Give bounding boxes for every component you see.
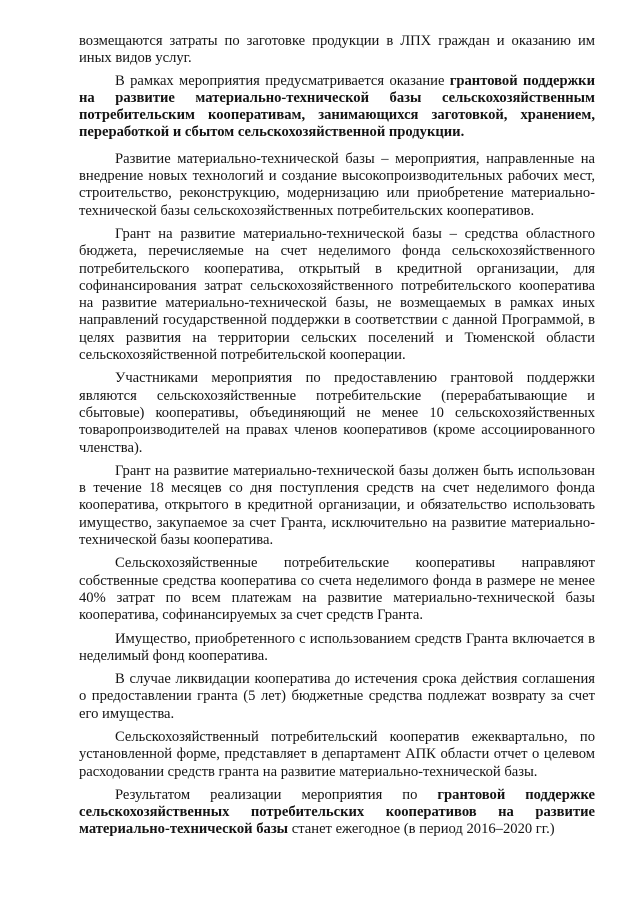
paragraph-10 bbox=[79, 787, 595, 839]
paragraph-text: Результатом реализации мероприятия по bbox=[115, 786, 438, 803]
paragraph-bold-text: грантовой поддержки на развитие материально-технической базы сельскохозяйственным потребительским кооперативам, занимающихся заготовкой, хранением, переработкой и сбытом сельскохозяйственной продукции. bbox=[79, 72, 595, 141]
paragraph-8 bbox=[79, 671, 595, 723]
paragraph-text: Грант на развитие материально-технической базы – средства областного бюджета, перечисляемые на счет неделимого фонда сельскохозяйственного потребительского кооператива, открытый в кредитной организации, для софинансирования затрат сельскохозяйственного потребительского кооператива на развитие материально-технической базы, не возмещаемых в рамках иных направлений государственной поддержки в соответствии с данной Программой, в целях развития на территории сельских поселений и Тюменской области сельскохозяйственной потребительской кооперации. bbox=[79, 225, 595, 364]
paragraph-text: Сельскохозяйственные потребительские кооперативы направляют собственные средства кооператива со счета неделимого фонда в размере не менее 40% затрат по всем платежам на развитие материально-технической базы кооператива, софинансируемых за счет средств Гранта. bbox=[79, 555, 595, 624]
paragraph-2 bbox=[79, 151, 595, 220]
paragraph-7 bbox=[79, 631, 595, 666]
paragraph-text: возмещаются затраты по заготовке продукции в ЛПХ граждан и оказанию им иных видов услуг. bbox=[79, 33, 595, 67]
paragraph-4 bbox=[79, 370, 595, 456]
paragraph-text: Имущество, приобретенного с использованием средств Гранта включается в неделимый фонд кооператива. bbox=[79, 630, 595, 664]
paragraph-5 bbox=[79, 463, 595, 549]
paragraph-text: Грант на развитие материально-технической базы должен быть использован в течение 18 месяцев со дня поступления средств на счет неделимого фонда кооператива, открытого в кредитной организации, и обязательство использовать имущество, закупаемое за счет Гранта, исключительно на развитие материально-технической базы кооператива. bbox=[79, 462, 595, 549]
paragraph-text: Развитие материально-технической базы – мероприятия, направленные на внедрение новых технологий и создание высокопроизводительных рабочих мест, строительство, реконструкцию, модернизацию или приобретение материально-технической базы сельскохозяйственных потребительских кооперативов. bbox=[79, 150, 595, 219]
paragraph-0 bbox=[79, 33, 595, 68]
paragraph-6 bbox=[79, 555, 595, 624]
paragraph-text: Сельскохозяйственный потребительский кооператив ежеквартально, по установленной форме, представляет в департамент АПК области отчет о целевом расходовании средств гранта на развитие материально-технической базы. bbox=[79, 728, 595, 780]
paragraph-text: В случае ликвидации кооператива до истечения срока действия соглашения о предоставлении гранта (5 лет) бюджетные средства подлежат возврату за счет его имущества. bbox=[79, 671, 595, 722]
paragraph-9 bbox=[79, 729, 595, 781]
document-body bbox=[79, 33, 595, 839]
paragraph-1 bbox=[79, 73, 595, 142]
paragraph-text: В рамках мероприятия предусматривается оказание bbox=[115, 72, 450, 89]
paragraph-3 bbox=[79, 226, 595, 364]
paragraph-text: станет ежегодное (в период 2016–2020 гг.) bbox=[288, 821, 555, 838]
paragraph-text: Участниками мероприятия по предоставлению грантовой поддержки являются сельскохозяйственные потребительские (перерабатывающие и сбытовые) кооперативы, объединяющий не менее 10 сельскохозяйственных товаропроизводителей на правах членов кооперативов (кроме ассоциированного членства). bbox=[79, 370, 595, 456]
paragraph-bold-text: грантовой поддержке сельскохозяйственных потребительских кооперативов на развитие материально-технической базы bbox=[79, 786, 595, 838]
